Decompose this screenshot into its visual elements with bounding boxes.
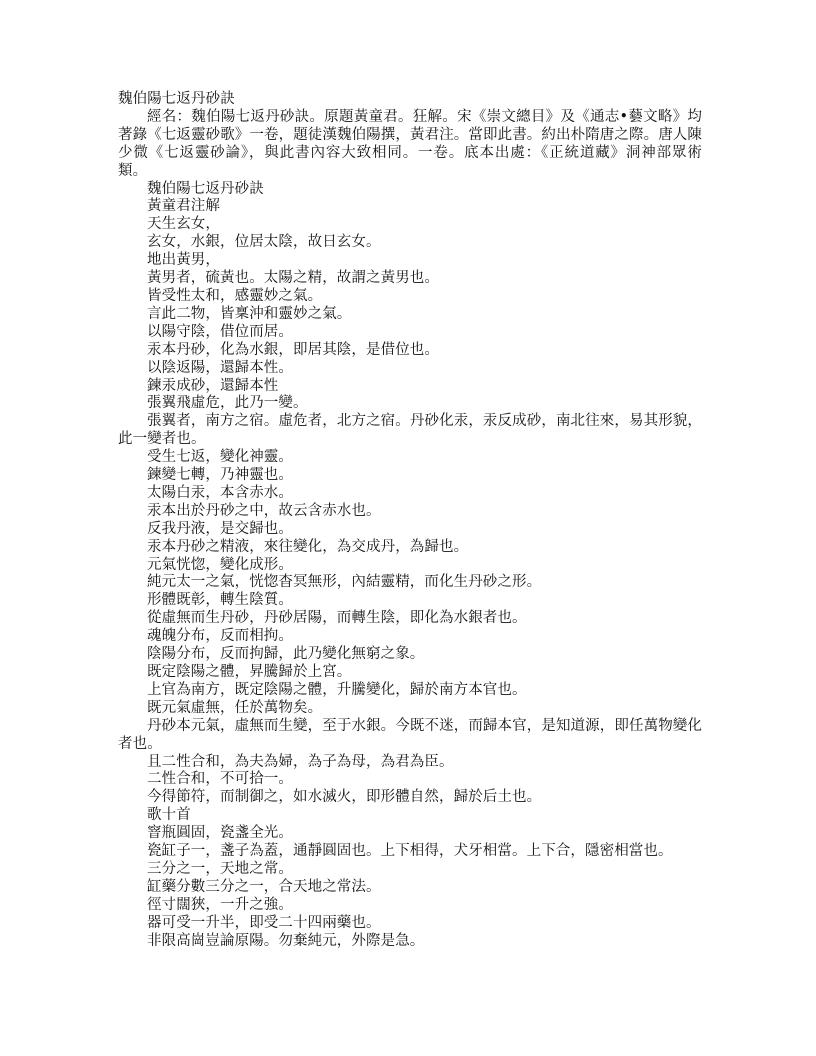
paragraph: 魏伯陽七返丹砂訣 <box>147 180 264 197</box>
paragraph: 從虛無而生丹砂，丹砂居陽，而轉生陰，即化為水銀者也。 <box>147 610 527 627</box>
paragraph: 張翼者，南方之宿。虛危者，北方之宿。丹砂化汞，汞反成砂，南北往來，易其形貌，此一變者也。 <box>118 413 702 448</box>
paragraph: 形體既彰，轉生陰質。 <box>147 592 293 609</box>
paragraph: 丹砂本元氣，虛無而生變，至于水銀。今既不迷，而歸本官，是知道源，即任萬物變化者也。 <box>118 717 702 752</box>
paragraph: 二性合和，不可拾一。 <box>147 771 293 788</box>
paragraph: 汞本出於丹砂之中，故云含赤水也。 <box>147 502 381 519</box>
paragraph: 汞本丹砂，化為水銀，即居其陰，是借位也。 <box>147 341 439 358</box>
paragraph: 魂魄分布，反而相拘。 <box>147 628 293 645</box>
paragraph: 窨瓶圓固，瓷盞全光。 <box>147 825 293 842</box>
paragraph: 純元太一之氣，恍惚杳冥無形，內結靈精，而化生丹砂之形。 <box>147 574 542 591</box>
paragraph: 汞本丹砂之精液，來往變化，為交成丹，為歸也。 <box>147 538 469 555</box>
paragraph: 今得節符，而制御之，如水滅火，即形體自然，歸於后土也。 <box>147 789 542 806</box>
paragraph: 瓷缸子一，盞子為蓋，通靜圓固也。上下相得，犬牙相當。上下合，隱密相當也。 <box>147 843 673 860</box>
paragraph: 鍊汞成砂，還歸本性 <box>147 377 279 394</box>
paragraph: 鍊變七轉，乃神靈也。 <box>147 467 293 484</box>
paragraph: 反我丹液，是交歸也。 <box>147 520 293 537</box>
paragraph: 經名：魏伯陽七返丹砂訣。原題黃童君。狂解。宋《崇文總目》及《通志•藝文略》均著錄《七返靈砂歌》一卷，題徒漢魏伯陽撰，黃君注。當即此書。約出朴隋唐之際。唐人陳少微《七返靈砂論》，與此書內容大致相同。一卷。底本出處：《正統道藏》洞神部眾術類。 <box>118 108 702 179</box>
paragraph: 非限高崗豈論原陽。勿棄純元，外際是急。 <box>147 932 425 949</box>
paragraph: 元氣恍惚，變化成形。 <box>147 556 293 573</box>
paragraph: 三分之一，天地之常。 <box>147 860 293 877</box>
paragraph: 太陽白汞，本含赤水。 <box>147 484 293 501</box>
paragraph: 地出黃男， <box>147 252 220 269</box>
paragraph: 上官為南方，既定陰陽之體，升騰變化，歸於南方本官也。 <box>147 681 527 698</box>
paragraph: 徑寸闊狹，一升之強。 <box>147 896 293 913</box>
paragraph: 歌十首 <box>147 807 191 824</box>
paragraph: 黃童君注解 <box>147 198 220 215</box>
document-page <box>118 91 702 951</box>
paragraph: 以陰返陽，還歸本性。 <box>147 359 293 376</box>
paragraph: 既定陰陽之體，昇騰歸於上宮。 <box>147 664 352 680</box>
paragraph: 陰陽分布，反而拘歸，此乃變化無窮之象。 <box>147 646 425 663</box>
paragraph: 既元氣虛無，任於萬物矣。 <box>147 699 323 716</box>
paragraph: 皆受性太和，感靈妙之氣。 <box>147 287 323 304</box>
paragraph: 黃男者，硫黃也。太陽之精，故謂之黃男也。 <box>147 270 439 287</box>
paragraph: 玄女，水銀，位居太陰，故日玄女。 <box>147 234 381 251</box>
paragraph: 器可受一升半，即受二十四兩藥也。 <box>147 914 381 931</box>
paragraph: 缸藥分數三分之一，合天地之常法。 <box>147 878 381 895</box>
paragraph: 張翼飛虛危，此乃一變。 <box>147 395 308 412</box>
paragraph: 以陽守陰，借位而居。 <box>147 323 293 340</box>
paragraph: 天生玄女， <box>147 216 220 233</box>
paragraph: 且二性合和，為夫為婦，為子為母，為君為臣。 <box>147 753 454 770</box>
paragraph: 受生七返，變化神靈。 <box>147 449 293 466</box>
paragraph: 言此二物，皆稟沖和靈妙之氣。 <box>147 305 352 322</box>
document-title: 魏伯陽七返丹砂訣 <box>118 91 235 107</box>
